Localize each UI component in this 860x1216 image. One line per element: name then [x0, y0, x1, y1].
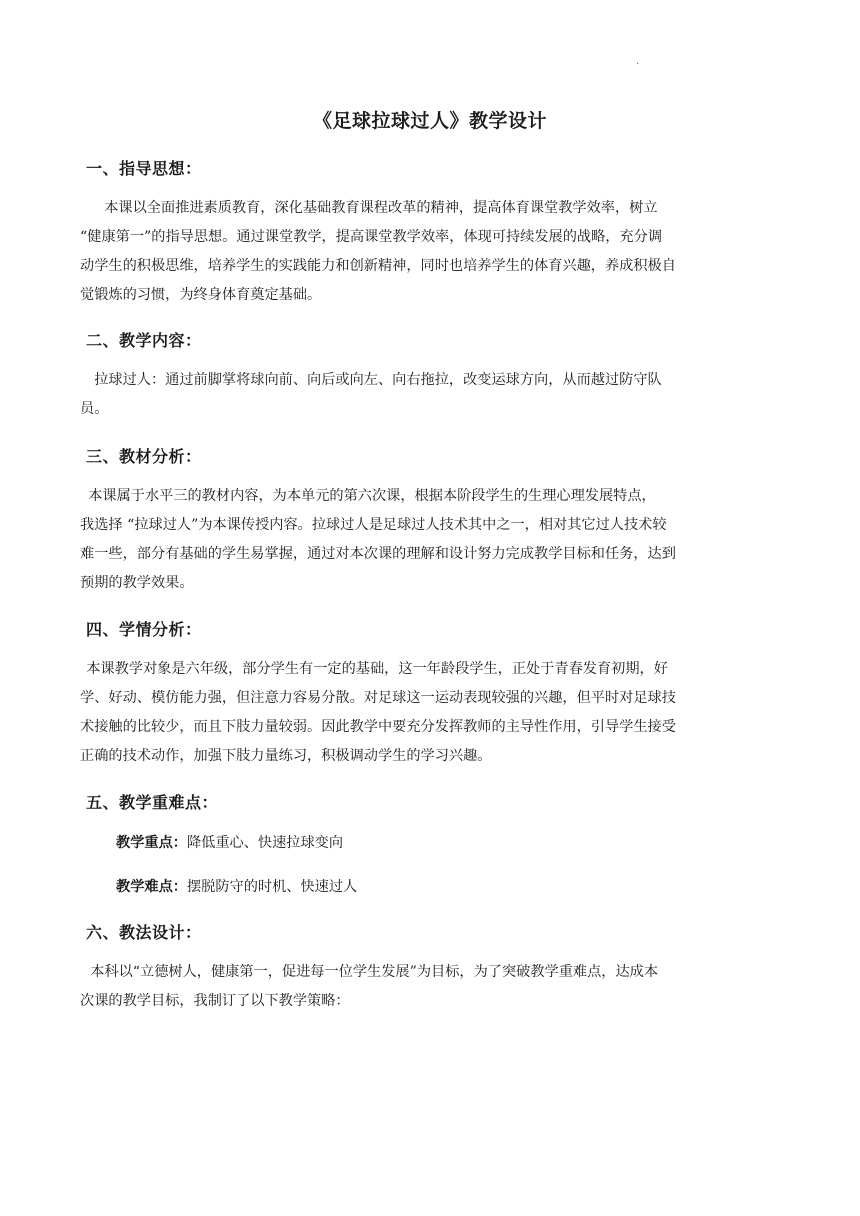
text-line: 本课教学对象是六年级，部分学生有一定的基础，这一年龄段学生，正处于青春发育初期，好 [72, 661, 668, 677]
text-line: 觉锻炼的习惯，为终身体育奠定基础。 [80, 287, 322, 303]
text-line: 本课属于水平三的教材内容，为本单元的第六次课，根据本阶段学生的生理心理发展特点， [74, 488, 656, 504]
section-body-teaching-content [80, 366, 736, 424]
text-line: 预期的教学效果。 [80, 575, 194, 591]
text-line: 难一些，部分有基础的学生易掌握，通过对本次课的理解和设计努力完成教学目标和任务，达到 [80, 546, 676, 562]
key-point-label: 教学重点： [116, 835, 187, 851]
difficult-point-item [116, 876, 357, 896]
key-point-item [116, 832, 343, 852]
page-marker: . [636, 56, 640, 67]
text-line: 拉球过人：通过前脚掌将球向前、向后或向左、向右拖拉，改变运球方向，从而越过防守队 [80, 372, 662, 388]
text-line: 本课以全面推进素质教育，深化基础教育课程改革的精神，提高体育课堂教学效率，树立 [90, 200, 658, 216]
text-line: 本科以“立德树人，健康第一，促进每一位学生发展”为目标，为了突破教学重难点，达成本 [76, 964, 659, 980]
key-point-text: 降低重心、快速拉球变向 [186, 835, 344, 851]
difficult-point-label: 教学难点： [116, 879, 187, 895]
section-heading-teaching-content: 二、教学内容： [86, 331, 202, 350]
document-title: 《足球拉球过人》教学设计 [312, 110, 547, 132]
text-line: 员。 [80, 401, 109, 417]
text-line: 次课的教学目标，我制订了以下教学策略： [80, 993, 350, 1009]
text-line: 正确的技术动作，加强下肢力量练习，积极调动学生的学习兴趣。 [80, 748, 492, 764]
text-line: 学、好动、模仿能力强，但注意力容易分散。对足球这一运动表现较强的兴趣，但平时对足球技 [80, 690, 676, 706]
section-heading-material-analysis: 三、教材分析： [86, 447, 202, 466]
section-heading-guiding-ideology: 一、指导思想： [86, 159, 202, 178]
section-heading-teaching-method: 六、教法设计： [86, 923, 202, 942]
section-body-guiding-ideology [80, 194, 752, 310]
text-line: 术接触的比较少，而且下肢力量较弱。因此教学中要充分发挥教师的主导性作用，引导学生接受 [80, 719, 676, 735]
section-body-material-analysis [74, 482, 736, 598]
text-line: 我选择 “拉球过人”为本课传授内容。拉球过人是足球过人技术其中之一，相对其它过人技术较 [80, 517, 667, 533]
section-heading-learner-analysis: 四、学情分析： [86, 620, 202, 639]
text-line: “健康第一”的指导思想。通过课堂教学，提高课堂教学效率，体现可持续发展的战略，充分调 [80, 229, 663, 245]
difficult-point-text: 摆脱防守的时机、快速过人 [186, 879, 358, 895]
section-body-learner-analysis [72, 655, 736, 771]
text-line: 动学生的积极思维，培养学生的实践能力和创新精神，同时也培养学生的体育兴趣，养成积极自 [80, 258, 676, 274]
section-heading-key-difficult-points: 五、教学重难点： [86, 793, 219, 812]
section-body-teaching-method [76, 958, 736, 1016]
